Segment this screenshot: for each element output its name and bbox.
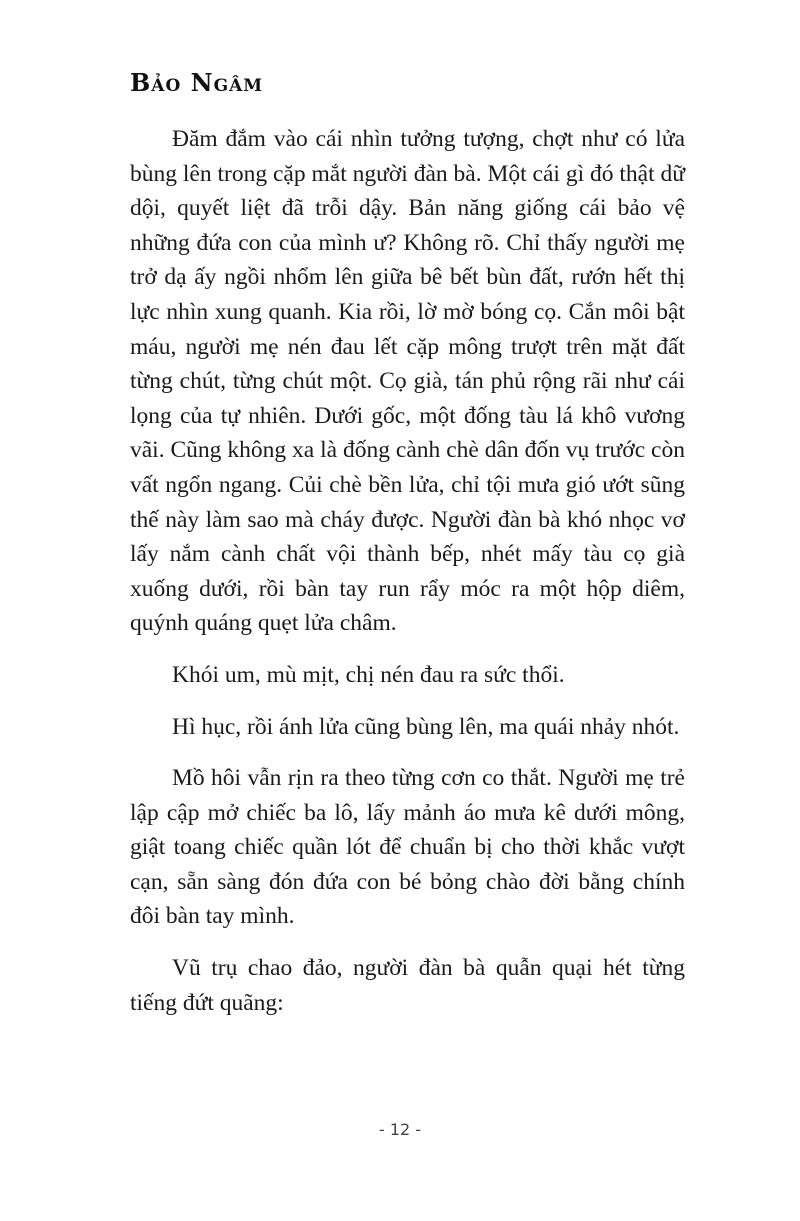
- body-text: [130, 122, 685, 1037]
- paragraph: Hì hục, rồi ánh lửa cũng bùng lên, ma quái nhảy nhót.: [172, 713, 680, 740]
- paragraph: Đăm đắm vào cái nhìn tưởng tượng, chợt như có lửa bùng lên trong cặp mắt người đàn bà. Một cái gì đó thật dữ dội, quyết liệt đã trỗi dậy. Bản năng giống cái bảo vệ những đứa con của mình ư? Không rõ. Chỉ thấy người mẹ trở dạ ấy ngồi nhổm lên giữa bê bết bùn đất, rướn hết thị lực nhìn xung quanh. Kia rồi, lờ mờ bóng cọ. Cắn môi bật máu, người mẹ nén đau lết cặp mông trượt trên mặt đất từng chút, từng chút một. Cọ già, tán phủ rộng rãi như cái lọng của tự nhiên. Dưới gốc, một đống tàu lá khô vương vãi. Cũng không xa là đống cành chè dân đốn vụ trước còn vất ngổn ngang. Củi chè bền lửa, chỉ tội mưa gió ướt sũng thế này làm sao mà cháy được. Người đàn bà khó nhọc vơ lấy nắm cành chất vội thành bếp, nhét mấy tàu cọ già xuống dưới, rồi bàn tay run rẩy móc ra một hộp diêm, quýnh quáng quẹt lửa châm.: [130, 126, 685, 637]
- paragraph: Vũ trụ chao đảo, người đàn bà quẫn quại hét từng tiếng đứt quãng:: [130, 955, 685, 1016]
- running-title: Bảo Ngâm: [130, 68, 264, 97]
- paragraph: Khói um, mù mịt, chị nén đau ra sức thổi.: [172, 661, 565, 688]
- paragraph: Mồ hôi vẫn rịn ra theo từng cơn co thắt. Người mẹ trẻ lập cập mở chiếc ba lô, lấy mảnh áo mưa kê dưới mông, giật toang chiếc quần lót để chuẩn bị cho thời khắc vượt cạn, sẵn sàng đón đứa con bé bỏng chào đời bằng chính đôi bàn tay mình.: [130, 765, 685, 930]
- page-number: - 12 -: [378, 1120, 422, 1139]
